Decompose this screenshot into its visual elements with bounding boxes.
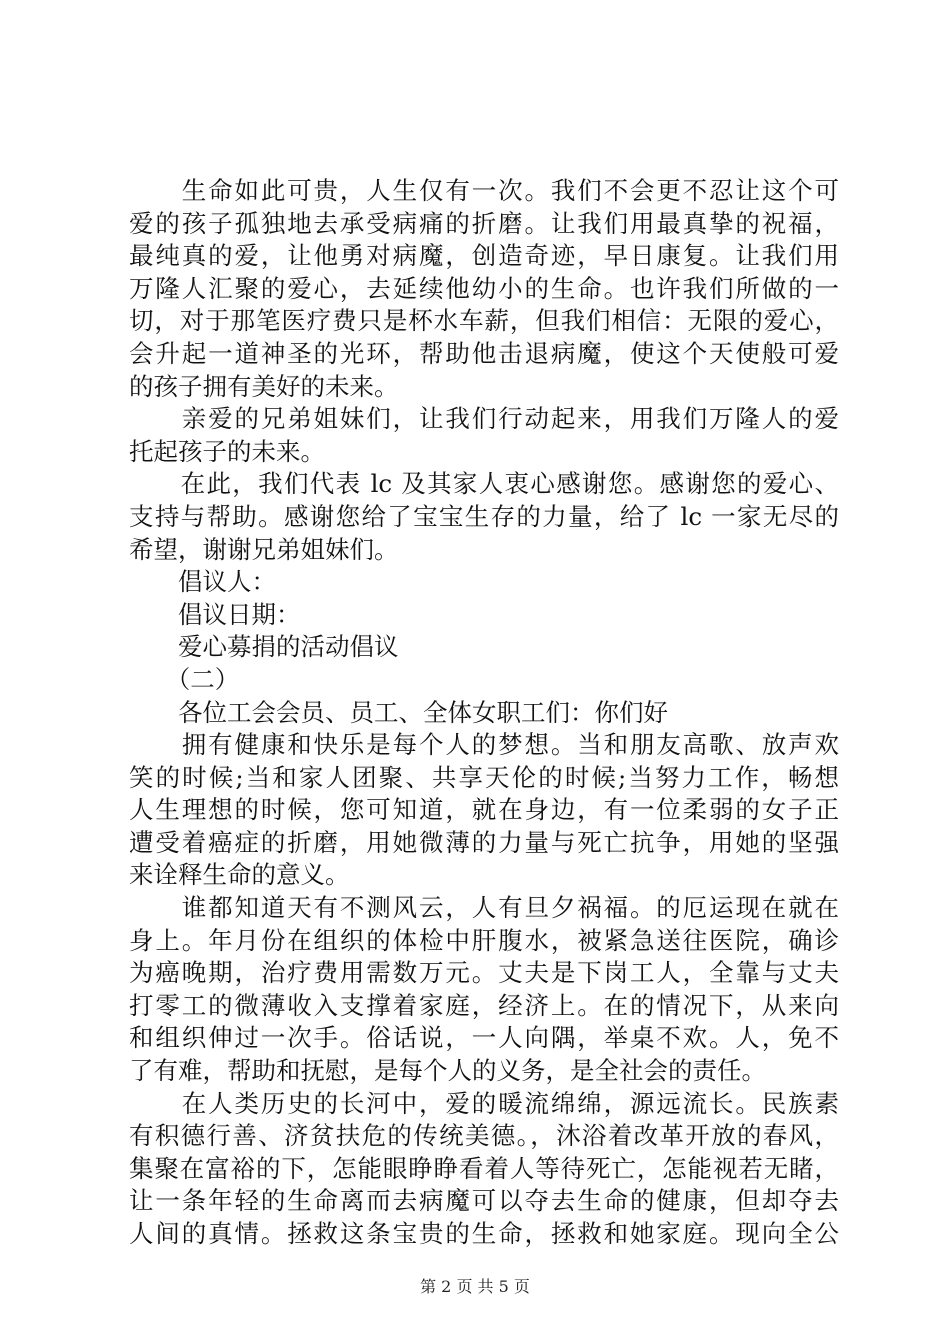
text-line: 亲爱的兄弟姐妹们，让我们行动起来，用我们万隆人的爱 bbox=[129, 404, 839, 434]
text-line: 生命如此可贵，人生仅有一次。我们不会更不忍让这个可 bbox=[129, 176, 839, 205]
text-line: 希望，谢谢兄弟姐妹们。 bbox=[129, 534, 399, 564]
text-line: 为癌晚期，治疗费用需数万元。丈夫是下岗工人，全靠与丈夫 bbox=[129, 958, 839, 988]
text-line: 笑的时候;当和家人团聚、共享天伦的时候;当努力工作，畅想 bbox=[129, 762, 839, 792]
text-line: 爱的孩子孤独地去承受病痛的折磨。让我们用最真挚的祝福， bbox=[129, 208, 839, 238]
page-footer bbox=[0, 1277, 950, 1297]
text-line: 身上。年月份在组织的体检中肝腹水，被紧急送往医院，确诊 bbox=[129, 925, 839, 955]
text-line: 有积德行善、济贫扶危的传统美德。，沐浴着改革开放的春风， bbox=[129, 1121, 839, 1151]
text-line: 托起孩子的未来。 bbox=[129, 436, 325, 466]
text-line: 集聚在富裕的下，怎能眼睁睁看着人等待死亡，怎能视若无睹， bbox=[129, 1153, 839, 1183]
document-body bbox=[129, 175, 839, 1251]
text-line: 来诠释生命的意义。 bbox=[129, 860, 350, 890]
text-line: 遭受着癌症的折磨，用她微薄的力量与死亡抗争，用她的坚强 bbox=[129, 827, 839, 857]
text-line: 人生理想的时候，您可知道，就在身边，有一位柔弱的女子正 bbox=[129, 795, 839, 825]
text-line: 切，对于那笔医疗费只是杯水车薪，但我们相信：无限的爱心， bbox=[129, 306, 839, 336]
text-line: 爱心募捐的活动倡议 bbox=[129, 632, 399, 662]
text-line: 在人类历史的长河中，爱的暖流绵绵，源远流长。民族素 bbox=[129, 1088, 839, 1118]
text-line: 各位工会会员、员工、全体女职工们：你们好 bbox=[129, 697, 668, 727]
text-line: （二） bbox=[129, 664, 240, 694]
text-line: 的孩子拥有美好的未来。 bbox=[129, 371, 399, 401]
text-line: 让一条年轻的生命离而去病魔可以夺去生命的健康，但却夺去 bbox=[129, 1186, 839, 1216]
page-number-label: 第 2 页 共 5 页 bbox=[420, 1277, 530, 1296]
text-line: 最纯真的爱，让他勇对病魔，创造奇迹，早日康复。让我们用 bbox=[129, 241, 839, 271]
text-line: 拥有健康和快乐是每个人的梦想。当和朋友高歌、放声欢 bbox=[129, 730, 839, 760]
text-line: 和组织伸过一次手。俗话说，一人向隅，举桌不欢。人，免不 bbox=[129, 1023, 839, 1053]
text-line: 会升起一道神圣的光环，帮助他击退病魔，使这个天使般可爱 bbox=[129, 338, 839, 368]
text-line: 打零工的微薄收入支撑着家庭，经济上。在的情况下，从来向 bbox=[129, 990, 839, 1020]
text-line: 万隆人汇聚的爱心，去延续他幼小的生命。也许我们所做的一 bbox=[129, 273, 839, 303]
text-line: 支持与帮助。感谢您给了宝宝生存的力量，给了 lc 一家无尽的 bbox=[129, 501, 839, 531]
text-line: 在此，我们代表 lc 及其家人衷心感谢您。感谢您的爱心、 bbox=[129, 469, 839, 499]
text-line: 人间的真情。拯救这条宝贵的生命，拯救和她家庭。现向全公 bbox=[129, 1219, 839, 1248]
text-line: 倡议人： bbox=[129, 567, 276, 597]
text-line: 倡议日期： bbox=[129, 599, 301, 629]
text-line: 谁都知道天有不测风云，人有旦夕祸福。的厄运现在就在 bbox=[129, 893, 839, 923]
text-line: 了有难，帮助和抚慰，是每个人的义务，是全社会的责任。 bbox=[129, 1056, 766, 1086]
